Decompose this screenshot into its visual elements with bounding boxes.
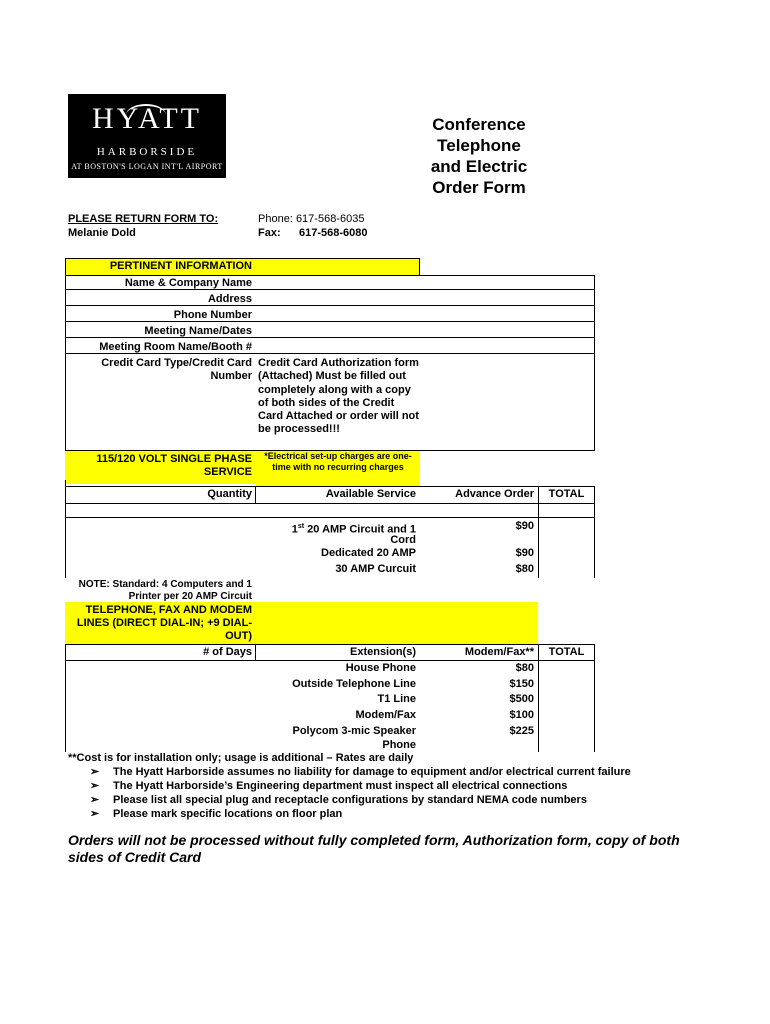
closing-statement: Orders will not be processed without fully completed form, Authorization form, copy of both sides of Credit Card bbox=[68, 832, 680, 865]
bullet-item bbox=[68, 808, 708, 822]
title-line: Telephone bbox=[437, 136, 521, 155]
phone-line bbox=[258, 213, 364, 226]
phone-price: $150 bbox=[509, 678, 534, 690]
arrow-icon: ➢ bbox=[90, 808, 100, 820]
col-available-service: Available Service bbox=[325, 488, 416, 500]
bullet-item bbox=[68, 780, 708, 794]
col-extensions: Extension(s) bbox=[349, 646, 416, 658]
electric-footnote bbox=[65, 579, 252, 603]
phone-label: Phone: bbox=[258, 213, 293, 225]
bullet-text: Please list all special plug and receptacle configurations by standard NEMA code numbers bbox=[113, 794, 587, 806]
bullet-item bbox=[68, 766, 708, 780]
phone-item: Modem/Fax bbox=[355, 709, 416, 721]
arrow-icon: ➢ bbox=[90, 794, 100, 806]
fax-label: Fax: bbox=[258, 227, 281, 239]
phone-item: House Phone bbox=[345, 662, 416, 674]
pertinent-row-label: Address bbox=[207, 293, 252, 305]
logo-property: HARBORSIDE bbox=[96, 146, 198, 158]
credit-card-label-line: Credit Card Type/Credit Card bbox=[101, 357, 252, 369]
service-price-1: $90 bbox=[515, 520, 534, 532]
bullet-text: The Hyatt Harborside’s Engineering department must inspect all electrical connections bbox=[113, 780, 568, 792]
credit-card-label-line: Number bbox=[210, 370, 252, 382]
service-item-1-text: 20 AMP Circuit and 1 bbox=[304, 523, 416, 536]
return-name: Melanie Dold bbox=[68, 227, 136, 239]
pertinent-row-label: Meeting Name/Dates bbox=[144, 325, 252, 337]
col-total: TOTAL bbox=[548, 646, 585, 658]
phone-number: 617-568-6035 bbox=[295, 213, 365, 225]
phone-header bbox=[65, 604, 252, 643]
pertinent-row-label: Name & Company Name bbox=[124, 277, 252, 289]
service-item-3: 30 AMP Curcuit bbox=[335, 563, 416, 575]
service-item-1-num: 1 bbox=[291, 523, 298, 536]
logo-tagline: AT BOSTON'S LOGAN INT'L AIRPORT bbox=[71, 162, 223, 171]
title-line: Order Form bbox=[432, 178, 526, 197]
service-item-1-line2: Cord bbox=[390, 534, 416, 546]
col-modem-fax: Modem/Fax** bbox=[464, 646, 534, 658]
arrow-icon: ➢ bbox=[90, 780, 100, 792]
electric-footnote-line: NOTE: Standard: 4 Computers and 1 bbox=[78, 579, 252, 590]
bullet-item bbox=[68, 794, 708, 808]
col-advance-order: Advance Order bbox=[455, 488, 534, 500]
hyatt-harborside-logo bbox=[68, 94, 226, 178]
phone-header-line: TELEPHONE, FAX AND MODEM bbox=[85, 604, 252, 616]
phone-item-line2: Phone bbox=[382, 739, 416, 751]
col-days: # of Days bbox=[203, 646, 252, 658]
fax-number: 617-568-6080 bbox=[299, 227, 368, 239]
arrow-icon: ➢ bbox=[90, 766, 100, 778]
phone-item: T1 Line bbox=[377, 693, 416, 705]
credit-card-label bbox=[65, 357, 252, 383]
credit-card-note: Credit Card Authorization form (Attached) Must be filled out completely along with a copy of both sides of the Credit Card Attached or order will not be processed!!! bbox=[258, 357, 419, 436]
phone-price: $500 bbox=[509, 693, 534, 705]
electric-header: 115/120 VOLT SINGLE PHASE SERVICE bbox=[96, 453, 252, 478]
phone-item: Outside Telephone Line bbox=[292, 678, 416, 690]
bullet-text: Please mark specific locations on floor plan bbox=[113, 808, 343, 820]
title-line: and Electric bbox=[430, 157, 528, 176]
service-item-1-sup: st bbox=[297, 523, 305, 530]
phone-item: Polycom 3-mic Speaker bbox=[292, 725, 416, 737]
col-quantity: Quantity bbox=[207, 488, 252, 500]
service-item-2: Dedicated 20 AMP bbox=[321, 547, 416, 559]
electric-footnote-line: Printer per 20 AMP Circuit bbox=[128, 591, 252, 602]
bullet-list bbox=[68, 766, 708, 822]
electric-note: *Electrical set-up charges are one-time with no recurring charges bbox=[256, 451, 420, 486]
service-price-2: $90 bbox=[515, 547, 534, 559]
col-total: TOTAL bbox=[548, 488, 585, 500]
page-title bbox=[420, 114, 538, 198]
logo-brand: HYATT bbox=[92, 102, 202, 135]
bullet-text: The Hyatt Harborside assumes no liability for damage to equipment and/or electrical current failure bbox=[113, 766, 631, 778]
cost-note: **Cost is for installation only; usage is additional – Rates are daily bbox=[68, 752, 414, 764]
pertinent-row-label: Meeting Room Name/Booth # bbox=[99, 341, 252, 353]
phone-header-line: OUT) bbox=[225, 630, 252, 642]
service-price-3: $80 bbox=[515, 563, 534, 575]
phone-price: $80 bbox=[515, 662, 534, 674]
pertinent-header: PERTINENT INFORMATION bbox=[109, 260, 252, 272]
phone-price: $225 bbox=[509, 725, 534, 737]
title-line: Conference bbox=[432, 115, 526, 134]
phone-header-line: LINES (DIRECT DIAL-IN; +9 DIAL- bbox=[76, 617, 252, 629]
phone-price: $100 bbox=[509, 709, 534, 721]
pertinent-row-label: Phone Number bbox=[173, 309, 252, 321]
return-label: PLEASE RETURN FORM TO: bbox=[68, 213, 219, 225]
